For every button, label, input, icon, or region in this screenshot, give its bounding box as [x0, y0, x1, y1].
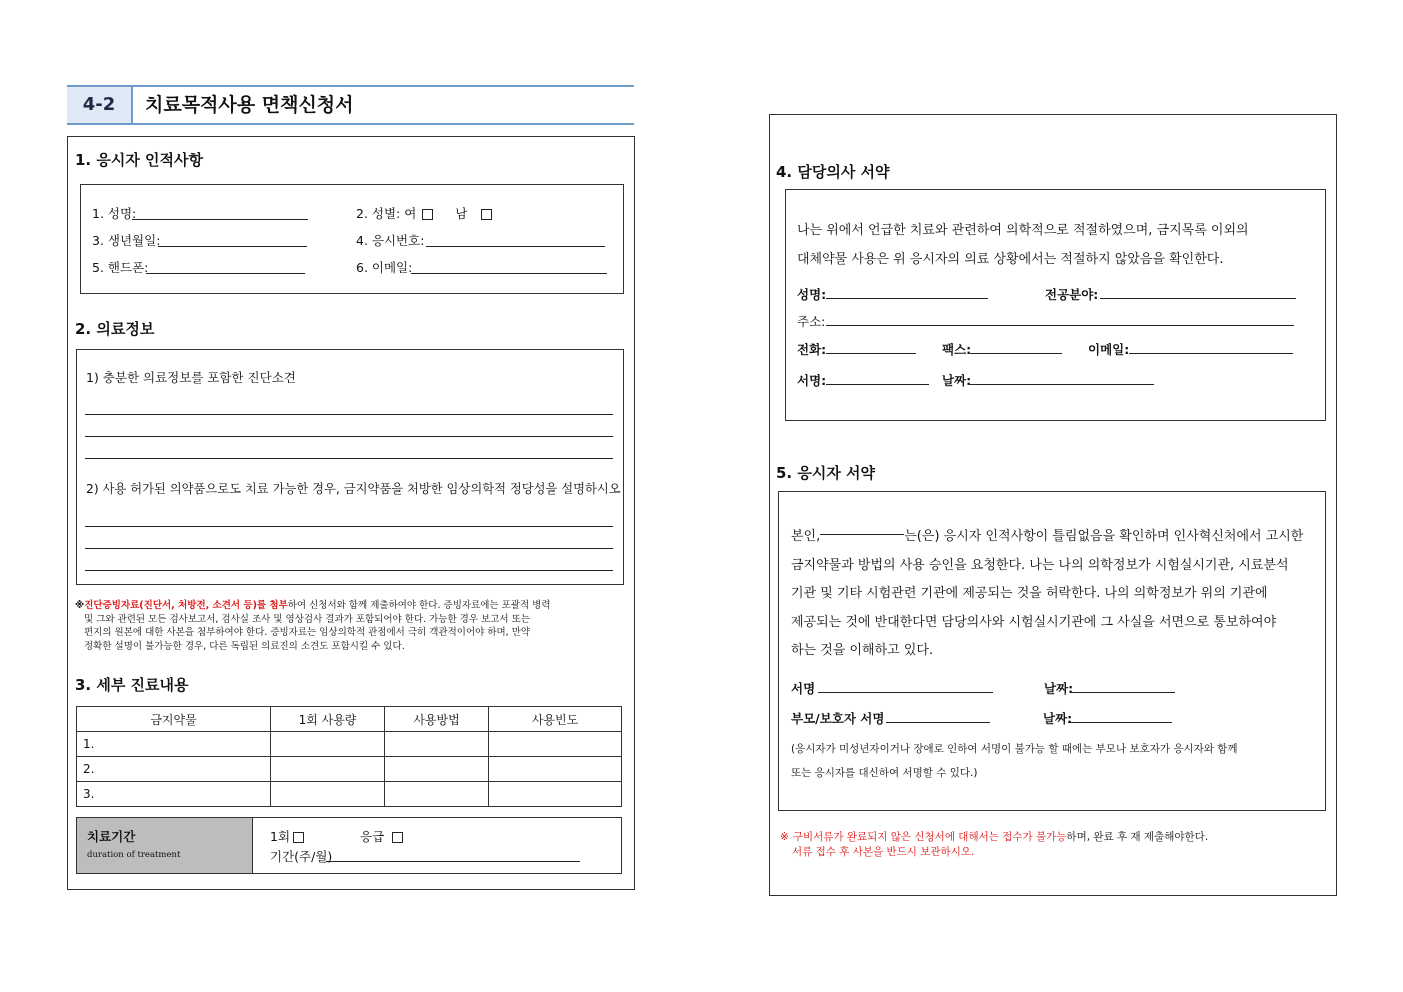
col-dose: 1회 사용량 — [271, 707, 385, 732]
birth-field[interactable] — [158, 246, 307, 247]
page-title: 치료목적사용 면책신청서 — [145, 94, 354, 116]
doctor-specialty-field[interactable] — [1100, 298, 1296, 299]
period-label-en: duration of treatment — [87, 850, 181, 860]
pledge-line-2: 금지약물과 방법의 사용 승인을 요청한다. 나는 나의 의학정보가 시험실시기관, 시료분석 — [791, 557, 1289, 573]
applicant-sign-field[interactable] — [818, 692, 993, 693]
guardian-date-label: 날짜: — [1043, 711, 1073, 726]
row-2-dose[interactable] — [271, 757, 385, 782]
gender-female-label: 2. 성별: 여 — [356, 206, 417, 221]
applicant-info-box — [80, 184, 624, 294]
male-checkbox[interactable] — [481, 209, 492, 220]
name-field[interactable] — [132, 219, 308, 220]
row-1-dose[interactable] — [271, 732, 385, 757]
applicant-pledge-text — [791, 523, 1315, 666]
row-3-drug[interactable]: 3. — [77, 782, 271, 807]
section1-heading: 1. 응시자 인적사항 — [75, 151, 204, 169]
justification-line-3[interactable] — [85, 570, 613, 571]
doctor-address-field[interactable] — [826, 325, 1294, 326]
evidence-note — [75, 599, 620, 653]
note-red-text: 진단증빙자료(진단서, 처방전, 소견서 등)를 첨부 — [84, 600, 288, 611]
diagnosis-line-1[interactable] — [85, 414, 613, 415]
section5-heading: 5. 응시자 서약 — [776, 464, 876, 482]
email-field[interactable] — [411, 273, 607, 274]
row-1-frequency[interactable] — [489, 732, 622, 757]
row-1-method[interactable] — [385, 732, 489, 757]
diagnosis-line-2[interactable] — [85, 436, 613, 437]
row-3-method[interactable] — [385, 782, 489, 807]
table-row — [77, 782, 622, 807]
doctor-date-label: 날짜: — [942, 373, 972, 388]
row-2-method[interactable] — [385, 757, 489, 782]
pledge-line-3: 기관 및 기타 시험관련 기관에 제공되는 것을 허락한다. 나의 의학정보가 위의 기관에 — [791, 586, 1268, 601]
row-2-frequency[interactable] — [489, 757, 622, 782]
footer-mark: ※ — [780, 831, 789, 843]
doctor-tel-field[interactable] — [826, 353, 916, 354]
title-bar — [67, 85, 634, 125]
pledge-line-4: 제공되는 것에 반대한다면 담당의사와 시험실시기관에 그 사실을 서면으로 통보하여야 — [791, 614, 1277, 630]
exam-no-label: 4. 응시번호: — [356, 233, 425, 248]
doctor-address-label: 주소: — [797, 314, 826, 329]
doctor-fax-label: 팩스: — [942, 342, 972, 357]
row-1-drug[interactable]: 1. — [77, 732, 271, 757]
emergency-checkbox[interactable] — [392, 832, 403, 843]
footer-red-1: 구비서류가 완료되지 않은 신청서에 대해서는 접수가 불가능 — [792, 831, 1067, 843]
doctor-specialty-label: 전공분야: — [1045, 287, 1099, 302]
guardian-sign-label: 부모/보호자 서명 — [791, 711, 885, 726]
once-label: 1회 — [270, 829, 291, 844]
once-checkbox[interactable] — [293, 832, 304, 843]
col-frequency: 사용빈도 — [489, 707, 622, 732]
doctor-email-field[interactable] — [1129, 353, 1293, 354]
period-duration-field[interactable] — [326, 861, 580, 862]
note-line-2: 및 그와 관련된 모든 검사보고서, 검사실 조사 및 영상검사 결과가 포함되어야 한다. 가능한 경우 보고서 또는 — [84, 613, 530, 625]
doctor-pledge-line-1: 나는 위에서 언급한 치료와 관련하여 의학적으로 적절하였으며, 금지목록 이외의 — [797, 223, 1249, 238]
row-3-dose[interactable] — [271, 782, 385, 807]
minor-note — [791, 737, 1315, 785]
footer-red-2: 서류 접수 후 사본을 반드시 보관하시오. — [792, 846, 975, 858]
doctor-fax-field[interactable] — [970, 353, 1062, 354]
treatment-table — [76, 706, 622, 807]
gender-male-label: 남 — [455, 206, 468, 221]
doctor-pledge-line-2: 대체약물 사용은 위 응시자의 의료 상황에서는 적절하지 않았음을 확인한다. — [797, 251, 1224, 267]
doctor-tel-label: 전화: — [797, 342, 827, 357]
section3-heading: 3. 세부 진료내용 — [75, 676, 189, 694]
footer-black-1: 하며, 완료 후 재 제출해야한다. — [1066, 831, 1209, 843]
note-line-1: 하여 신청서와 함께 제출하여야 한다. 증빙자료에는 포괄적 병력 — [287, 600, 551, 611]
table-row — [77, 757, 622, 782]
footer-note — [780, 830, 1330, 860]
doctor-pledge-text — [797, 217, 1315, 274]
justification-line-2[interactable] — [85, 548, 613, 549]
phone-label: 5. 핸드폰: — [92, 260, 149, 275]
gender-label — [356, 204, 492, 222]
row-2-drug[interactable]: 2. — [77, 757, 271, 782]
period-label: 치료기간 — [87, 829, 136, 844]
col-method: 사용방법 — [385, 707, 489, 732]
guardian-sign-field[interactable] — [886, 722, 990, 723]
name-label: 1. 성명: — [92, 206, 137, 221]
justification-line-1[interactable] — [85, 526, 613, 527]
doctor-name-label: 성명: — [797, 287, 827, 302]
doctor-email-label: 이메일: — [1088, 342, 1130, 357]
pledge-line-1 — [791, 523, 1315, 552]
justification-question: 2) 사용 허가된 의약품으로도 치료 가능한 경우, 금지약품을 처방한 임상의학적 정당성을 설명하시오 — [86, 482, 621, 496]
row-3-frequency[interactable] — [489, 782, 622, 807]
col-drug: 금지약물 — [77, 707, 271, 732]
once-option — [270, 827, 304, 845]
applicant-sign-label: 서명 — [791, 681, 816, 696]
birth-label: 3. 생년월일: — [92, 233, 161, 248]
note-line-4: 정확한 설명이 불가능한 경우, 다른 독립된 의료진의 소견도 포함시킬 수 있다. — [84, 640, 405, 652]
female-checkbox[interactable] — [422, 209, 433, 220]
period-duration-label: 기간(주/월) — [270, 849, 333, 864]
emergency-label: 응급 — [360, 829, 385, 844]
pledge-start: 본인, — [791, 529, 821, 544]
email-label: 6. 이메일: — [356, 260, 413, 275]
form-number: 4-2 — [67, 87, 133, 123]
minor-note-line-2: 또는 응시자를 대신하여 서명할 수 있다.) — [791, 767, 978, 779]
table-row — [77, 732, 622, 757]
exam-no-field[interactable] — [426, 246, 605, 247]
note-mark: ※ — [75, 600, 85, 611]
minor-note-line-1: (응시자가 미성년자이거나 장애로 인하여 서명이 불가능 할 때에는 부모나 보호자가 응시자와 함께 — [791, 743, 1238, 755]
table-header-row — [77, 707, 622, 732]
pledge-name-field[interactable] — [820, 534, 904, 535]
doctor-sign-field[interactable] — [826, 384, 929, 385]
doctor-date-field[interactable] — [970, 384, 1154, 385]
applicant-date-label: 날짜: — [1044, 681, 1074, 696]
pledge-line-1-text: 는(은) 응시자 인적사항이 틀림없음을 확인하며 인사혁신처에서 고시한 — [904, 529, 1304, 544]
note-line-3: 편지의 원본에 대한 사본을 첨부하여야 한다. 증빙자료는 임상의학적 관점에서 극히 객관적이어야 하며, 만약 — [84, 627, 531, 638]
pledge-line-5: 하는 것을 이해하고 있다. — [791, 643, 934, 658]
diagnosis-line-3[interactable] — [85, 458, 613, 459]
doctor-name-field[interactable] — [826, 298, 988, 299]
phone-field[interactable] — [146, 273, 305, 274]
guardian-date-field[interactable] — [1068, 722, 1172, 723]
diagnosis-question: 1) 충분한 의료정보를 포함한 진단소견 — [86, 370, 296, 385]
section2-heading: 2. 의료정보 — [75, 320, 155, 338]
section4-heading: 4. 담당의사 서약 — [776, 163, 890, 181]
applicant-date-field[interactable] — [1071, 692, 1175, 693]
emergency-option — [360, 827, 403, 845]
doctor-sign-label: 서명: — [797, 373, 827, 388]
